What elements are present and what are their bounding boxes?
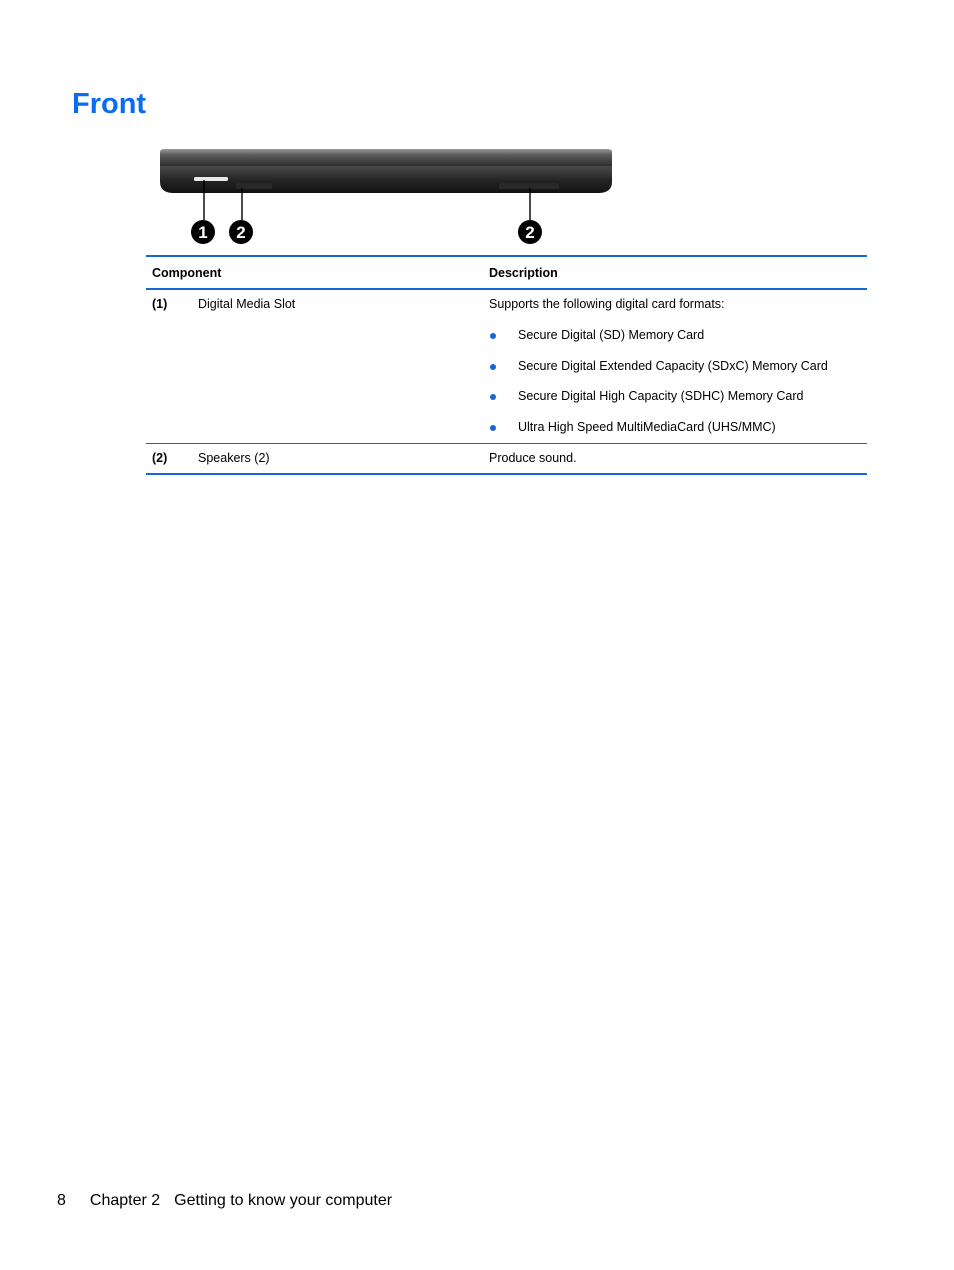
callout-label-1: 1 [198,223,208,242]
component-name: Digital Media Slot [198,297,296,311]
speaker-grille-left [235,183,273,189]
list-item [489,420,861,435]
callout-label-2b: 2 [525,223,535,242]
bullet-icon [490,333,496,339]
card-format-list [489,328,861,435]
media-slot [194,177,228,181]
list-item [489,328,861,343]
table-row [146,289,867,443]
chapter-label: Chapter 2 [89,1192,161,1209]
component-description-cell [483,289,867,443]
laptop-front-illustration [150,140,630,252]
callout-label-2a: 2 [236,223,246,242]
speaker-grille-right [498,183,560,189]
component-description: Produce sound. [489,450,577,465]
page-footer [57,1192,392,1210]
page-title: Front [72,88,147,120]
header-component: Component [152,266,222,280]
header-description: Description [489,266,558,280]
list-item-text: Secure Digital (SD) Memory Card [518,328,705,342]
list-item-text: Ultra High Speed MultiMediaCard (UHS/MMC) [518,419,776,434]
component-number: (2) [152,450,168,465]
list-item-text: Secure Digital Extended Capacity (SDxC) Memory Card [518,358,828,373]
chapter-title: Getting to know your computer [174,1192,393,1209]
component-description: Supports the following digital card formats: [489,297,725,311]
list-item-text: Secure Digital High Capacity (SDHC) Memory Card [518,389,804,403]
bullet-icon [490,425,496,431]
component-number: (1) [152,297,168,311]
list-item [489,389,861,404]
laptop-front-svg [150,140,630,252]
table-row [146,443,867,474]
list-item [489,359,861,374]
bullet-icon [490,364,496,370]
laptop-lid [160,149,612,166]
bullet-icon [490,394,496,400]
components-table [146,255,867,475]
component-name: Speakers (2) [198,450,270,465]
table-header-row [146,256,867,289]
page-number: 8 [57,1192,66,1209]
